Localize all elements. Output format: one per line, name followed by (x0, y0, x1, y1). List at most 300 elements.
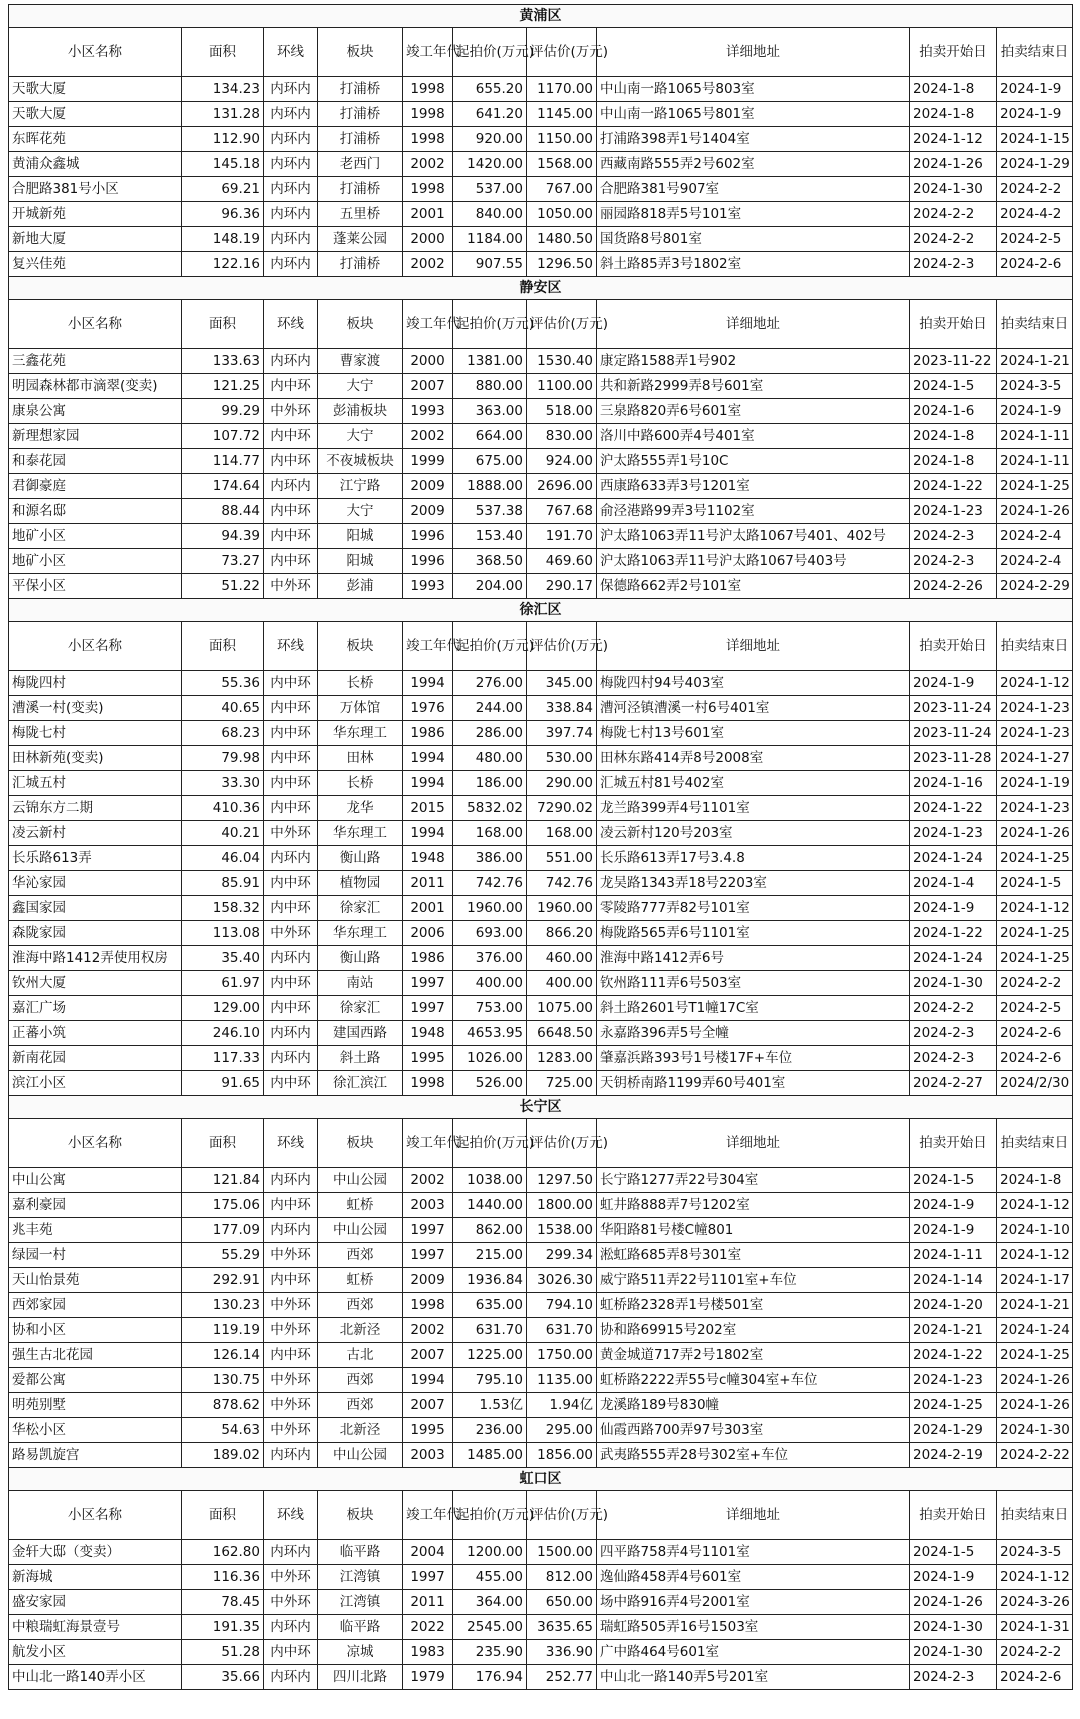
cell-year: 1996 (403, 524, 453, 549)
cell-address: 瑞虹路505弄16号1503室 (597, 1615, 910, 1640)
cell-plate: 五里桥 (318, 202, 403, 227)
cell-start-price: 907.55 (453, 252, 527, 277)
cell-start-date: 2024-1-26 (910, 152, 997, 177)
cell-area: 878.62 (182, 1393, 264, 1418)
cell-address: 四平路758弄4号1101室 (597, 1540, 910, 1565)
cell-end-date: 2024-2-6 (997, 252, 1073, 277)
cell-ring: 内环内 (264, 349, 318, 374)
cell-end-date: 2024-1-23 (997, 721, 1073, 746)
cell-address: 虹桥路2328弄1号楼501室 (597, 1293, 910, 1318)
cell-plate: 西郊 (318, 1393, 403, 1418)
cell-start-date: 2024-1-23 (910, 1368, 997, 1393)
cell-ring: 中外环 (264, 1368, 318, 1393)
cell-year: 2015 (403, 796, 453, 821)
header-eval-price: 评估价(万元) (527, 300, 597, 349)
cell-address: 零陵路777弄82号101室 (597, 896, 910, 921)
cell-address: 俞泾港路99弄3号1102室 (597, 499, 910, 524)
table-row (9, 1590, 1073, 1615)
district-title-row (9, 5, 1073, 28)
cell-end-date: 2024-1-25 (997, 921, 1073, 946)
cell-start-date: 2024-1-24 (910, 846, 997, 871)
cell-end-date: 2024-1-26 (997, 1368, 1073, 1393)
header-name: 小区名称 (9, 300, 182, 349)
header-address: 详细地址 (597, 28, 910, 77)
table-row (9, 1193, 1073, 1218)
cell-plate: 中山公园 (318, 1168, 403, 1193)
cell-address: 肇嘉浜路393号1号楼17F+车位 (597, 1046, 910, 1071)
cell-community-name: 协和小区 (9, 1318, 182, 1343)
cell-eval-price: 1150.00 (527, 127, 597, 152)
cell-plate: 建国西路 (318, 1021, 403, 1046)
cell-area: 78.45 (182, 1590, 264, 1615)
header-start-date: 拍卖开始日 (910, 622, 997, 671)
cell-community-name: 和泰花园 (9, 449, 182, 474)
cell-start-price: 376.00 (453, 946, 527, 971)
cell-community-name: 中山公寓 (9, 1168, 182, 1193)
cell-ring: 内环内 (264, 846, 318, 871)
district-title: 静安区 (9, 277, 1073, 300)
cell-area: 88.44 (182, 499, 264, 524)
cell-address: 斜土路2601号T1幢17C室 (597, 996, 910, 1021)
cell-start-date: 2024-2-3 (910, 1021, 997, 1046)
cell-area: 114.77 (182, 449, 264, 474)
cell-address: 华阳路81号楼C幢801 (597, 1218, 910, 1243)
table-row (9, 771, 1073, 796)
cell-start-price: 168.00 (453, 821, 527, 846)
cell-year: 1994 (403, 771, 453, 796)
column-header-row (9, 1119, 1073, 1168)
cell-plate: 田林 (318, 746, 403, 771)
cell-area: 162.80 (182, 1540, 264, 1565)
cell-eval-price: 530.00 (527, 746, 597, 771)
table-row (9, 1393, 1073, 1418)
cell-plate: 长桥 (318, 771, 403, 796)
cell-address: 长宁路1277弄22号304室 (597, 1168, 910, 1193)
district-title: 徐汇区 (9, 599, 1073, 622)
cell-community-name: 嘉汇广场 (9, 996, 182, 1021)
cell-plate: 虹桥 (318, 1193, 403, 1218)
header-plate: 板块 (318, 622, 403, 671)
cell-plate: 斜土路 (318, 1046, 403, 1071)
cell-area: 99.29 (182, 399, 264, 424)
cell-end-date: 2024-2-2 (997, 177, 1073, 202)
column-header-row (9, 28, 1073, 77)
table-row (9, 1168, 1073, 1193)
cell-eval-price: 924.00 (527, 449, 597, 474)
cell-start-price: 2545.00 (453, 1615, 527, 1640)
table-row (9, 946, 1073, 971)
district-title: 黄浦区 (9, 5, 1073, 28)
cell-start-date: 2024-1-30 (910, 1615, 997, 1640)
cell-eval-price: 725.00 (527, 1071, 597, 1096)
cell-plate: 衡山路 (318, 846, 403, 871)
cell-area: 79.98 (182, 746, 264, 771)
cell-start-date: 2024-1-22 (910, 474, 997, 499)
cell-year: 2022 (403, 1615, 453, 1640)
cell-year: 1979 (403, 1665, 453, 1690)
cell-start-date: 2024-1-6 (910, 399, 997, 424)
header-end-date: 拍卖结束日 (997, 1491, 1073, 1540)
table-row (9, 821, 1073, 846)
cell-start-date: 2024-2-2 (910, 996, 997, 1021)
cell-address: 中山南一路1065号801室 (597, 102, 910, 127)
cell-area: 133.63 (182, 349, 264, 374)
cell-plate: 阳城 (318, 549, 403, 574)
cell-eval-price: 1856.00 (527, 1443, 597, 1468)
cell-end-date: 2024-1-23 (997, 696, 1073, 721)
cell-year: 1993 (403, 574, 453, 599)
cell-start-price: 537.38 (453, 499, 527, 524)
cell-community-name: 地矿小区 (9, 524, 182, 549)
cell-start-price: 455.00 (453, 1565, 527, 1590)
cell-eval-price: 1135.00 (527, 1368, 597, 1393)
cell-area: 55.36 (182, 671, 264, 696)
cell-eval-price: 518.00 (527, 399, 597, 424)
table-row (9, 499, 1073, 524)
cell-year: 1998 (403, 1071, 453, 1096)
cell-start-price: 693.00 (453, 921, 527, 946)
cell-year: 1986 (403, 721, 453, 746)
table-row (9, 671, 1073, 696)
cell-address: 长乐路613弄17号3.4.8 (597, 846, 910, 871)
cell-eval-price: 1538.00 (527, 1218, 597, 1243)
column-header-row (9, 300, 1073, 349)
header-start-date: 拍卖开始日 (910, 28, 997, 77)
cell-plate: 打浦桥 (318, 252, 403, 277)
cell-start-price: 1200.00 (453, 1540, 527, 1565)
cell-year: 1997 (403, 971, 453, 996)
table-row (9, 399, 1073, 424)
cell-plate: 大宁 (318, 424, 403, 449)
cell-year: 2009 (403, 1268, 453, 1293)
table-row (9, 746, 1073, 771)
cell-year: 1998 (403, 177, 453, 202)
cell-start-price: 631.70 (453, 1318, 527, 1343)
cell-start-price: 364.00 (453, 1590, 527, 1615)
cell-ring: 内中环 (264, 1193, 318, 1218)
cell-start-price: 840.00 (453, 202, 527, 227)
cell-year: 2002 (403, 1318, 453, 1343)
table-row (9, 1243, 1073, 1268)
cell-plate: 植物园 (318, 871, 403, 896)
cell-start-date: 2024-1-12 (910, 127, 997, 152)
cell-address: 虹桥路2222弄55号c幢304室+车位 (597, 1368, 910, 1393)
cell-address: 斜土路85弄3号1802室 (597, 252, 910, 277)
cell-community-name: 新理想家园 (9, 424, 182, 449)
cell-start-date: 2024-2-2 (910, 227, 997, 252)
cell-ring: 内环内 (264, 1218, 318, 1243)
table-row (9, 921, 1073, 946)
cell-start-date: 2024-1-9 (910, 1193, 997, 1218)
cell-plate: 打浦桥 (318, 102, 403, 127)
cell-end-date: 2024-1-12 (997, 1243, 1073, 1268)
cell-start-date: 2024-2-3 (910, 524, 997, 549)
cell-eval-price: 3026.30 (527, 1268, 597, 1293)
district-title-row (9, 599, 1073, 622)
cell-address: 淮海中路1412弄6号 (597, 946, 910, 971)
cell-address: 保德路662弄2号101室 (597, 574, 910, 599)
cell-area: 35.40 (182, 946, 264, 971)
cell-end-date: 2024-1-23 (997, 796, 1073, 821)
cell-address: 西藏南路555弄2号602室 (597, 152, 910, 177)
header-year: 竣工年代 (403, 1491, 453, 1540)
cell-plate: 江湾镇 (318, 1565, 403, 1590)
cell-community-name: 开城新苑 (9, 202, 182, 227)
cell-year: 1998 (403, 77, 453, 102)
table-row (9, 1540, 1073, 1565)
table-row (9, 474, 1073, 499)
table-row (9, 152, 1073, 177)
cell-area: 246.10 (182, 1021, 264, 1046)
cell-eval-price: 397.74 (527, 721, 597, 746)
cell-end-date: 2024-1-24 (997, 1318, 1073, 1343)
cell-eval-price: 1283.00 (527, 1046, 597, 1071)
cell-ring: 内中环 (264, 971, 318, 996)
cell-start-price: 276.00 (453, 671, 527, 696)
cell-year: 1994 (403, 1368, 453, 1393)
cell-end-date: 2024-1-21 (997, 349, 1073, 374)
cell-eval-price: 290.17 (527, 574, 597, 599)
cell-start-date: 2023-11-24 (910, 721, 997, 746)
cell-ring: 内中环 (264, 696, 318, 721)
cell-address: 国货路8号801室 (597, 227, 910, 252)
cell-eval-price: 812.00 (527, 1565, 597, 1590)
cell-plate: 蓬莱公园 (318, 227, 403, 252)
header-start-price: 起拍价(万元) (453, 1119, 527, 1168)
cell-end-date: 2024-2-4 (997, 524, 1073, 549)
table-row (9, 449, 1073, 474)
cell-start-price: 742.76 (453, 871, 527, 896)
cell-ring: 内中环 (264, 524, 318, 549)
cell-community-name: 天山怡景苑 (9, 1268, 182, 1293)
cell-year: 2001 (403, 202, 453, 227)
header-eval-price: 评估价(万元) (527, 1491, 597, 1540)
table-row (9, 1293, 1073, 1318)
cell-area: 46.04 (182, 846, 264, 871)
header-eval-price: 评估价(万元) (527, 622, 597, 671)
cell-eval-price: 1480.50 (527, 227, 597, 252)
cell-plate: 中山公园 (318, 1218, 403, 1243)
cell-ring: 内环内 (264, 1168, 318, 1193)
cell-area: 116.36 (182, 1565, 264, 1590)
table-row (9, 227, 1073, 252)
cell-start-date: 2024-1-29 (910, 1418, 997, 1443)
cell-area: 119.19 (182, 1318, 264, 1343)
header-address: 详细地址 (597, 300, 910, 349)
header-name: 小区名称 (9, 1491, 182, 1540)
cell-ring: 内环内 (264, 202, 318, 227)
cell-start-price: 204.00 (453, 574, 527, 599)
cell-start-date: 2024-2-3 (910, 1046, 997, 1071)
cell-year: 2000 (403, 349, 453, 374)
cell-start-price: 1.53亿 (453, 1393, 527, 1418)
cell-start-price: 675.00 (453, 449, 527, 474)
cell-address: 黄金城道717弄2号1802室 (597, 1343, 910, 1368)
cell-year: 1998 (403, 1293, 453, 1318)
cell-start-date: 2024-1-9 (910, 1565, 997, 1590)
cell-ring: 内环内 (264, 77, 318, 102)
cell-community-name: 航发小区 (9, 1640, 182, 1665)
cell-end-date: 2024-2-5 (997, 227, 1073, 252)
cell-start-price: 368.50 (453, 549, 527, 574)
cell-address: 打浦路398弄1号1404室 (597, 127, 910, 152)
header-start-date: 拍卖开始日 (910, 300, 997, 349)
cell-address: 共和新路2999弄8号601室 (597, 374, 910, 399)
cell-area: 175.06 (182, 1193, 264, 1218)
cell-eval-price: 830.00 (527, 424, 597, 449)
cell-eval-price: 767.00 (527, 177, 597, 202)
cell-area: 33.30 (182, 771, 264, 796)
cell-address: 淞虹路685弄8号301室 (597, 1243, 910, 1268)
cell-end-date: 2024-1-26 (997, 499, 1073, 524)
cell-area: 122.16 (182, 252, 264, 277)
cell-plate: 北新泾 (318, 1418, 403, 1443)
cell-area: 131.28 (182, 102, 264, 127)
cell-area: 73.27 (182, 549, 264, 574)
column-header-row (9, 1491, 1073, 1540)
cell-community-name: 云锦东方二期 (9, 796, 182, 821)
cell-community-name: 华沁家园 (9, 871, 182, 896)
cell-address: 洛川中路600弄4号401室 (597, 424, 910, 449)
cell-ring: 内中环 (264, 1268, 318, 1293)
cell-ring: 中外环 (264, 1590, 318, 1615)
cell-year: 2007 (403, 1343, 453, 1368)
cell-year: 1997 (403, 996, 453, 1021)
cell-community-name: 复兴佳苑 (9, 252, 182, 277)
header-end-date: 拍卖结束日 (997, 300, 1073, 349)
cell-address: 永嘉路396弄5号全幢 (597, 1021, 910, 1046)
header-year: 竣工年代 (403, 622, 453, 671)
cell-community-name: 淮海中路1412弄使用权房 (9, 946, 182, 971)
cell-year: 1994 (403, 671, 453, 696)
table-row (9, 1343, 1073, 1368)
cell-ring: 内中环 (264, 746, 318, 771)
cell-address: 天钥桥南路1199弄60号401室 (597, 1071, 910, 1096)
cell-end-date: 2024-1-26 (997, 821, 1073, 846)
cell-eval-price: 1530.40 (527, 349, 597, 374)
cell-community-name: 长乐路613弄 (9, 846, 182, 871)
cell-eval-price: 1170.00 (527, 77, 597, 102)
cell-area: 117.33 (182, 1046, 264, 1071)
cell-start-price: 400.00 (453, 971, 527, 996)
cell-start-price: 635.00 (453, 1293, 527, 1318)
table-row (9, 796, 1073, 821)
cell-start-price: 153.40 (453, 524, 527, 549)
table-row (9, 252, 1073, 277)
cell-community-name: 凌云新村 (9, 821, 182, 846)
cell-year: 2009 (403, 474, 453, 499)
cell-area: 94.39 (182, 524, 264, 549)
cell-plate: 华东理工 (318, 721, 403, 746)
cell-ring: 内环内 (264, 127, 318, 152)
cell-plate: 江湾镇 (318, 1590, 403, 1615)
table-row (9, 524, 1073, 549)
cell-year: 1998 (403, 127, 453, 152)
cell-year: 2003 (403, 1193, 453, 1218)
cell-plate: 临平路 (318, 1540, 403, 1565)
cell-start-date: 2024-2-3 (910, 1665, 997, 1690)
cell-year: 1997 (403, 1243, 453, 1268)
cell-end-date: 2024-1-29 (997, 152, 1073, 177)
cell-year: 2009 (403, 499, 453, 524)
cell-eval-price: 866.20 (527, 921, 597, 946)
cell-plate: 大宁 (318, 374, 403, 399)
cell-start-date: 2024-1-30 (910, 177, 997, 202)
cell-eval-price: 338.84 (527, 696, 597, 721)
cell-ring: 内中环 (264, 671, 318, 696)
cell-address: 凌云新村120号203室 (597, 821, 910, 846)
cell-ring: 中外环 (264, 1318, 318, 1343)
cell-end-date: 2024-1-19 (997, 771, 1073, 796)
cell-ring: 中外环 (264, 1565, 318, 1590)
header-ring: 环线 (264, 1119, 318, 1168)
table-row (9, 374, 1073, 399)
cell-community-name: 兆丰苑 (9, 1218, 182, 1243)
cell-plate: 临平路 (318, 1615, 403, 1640)
cell-year: 2002 (403, 1168, 453, 1193)
cell-plate: 华东理工 (318, 921, 403, 946)
cell-community-name: 新地大厦 (9, 227, 182, 252)
cell-plate: 徐家汇 (318, 896, 403, 921)
cell-community-name: 金轩大邸（变卖） (9, 1540, 182, 1565)
cell-area: 68.23 (182, 721, 264, 746)
header-area: 面积 (182, 1119, 264, 1168)
cell-address: 广中路464号601室 (597, 1640, 910, 1665)
header-plate: 板块 (318, 1119, 403, 1168)
cell-eval-price: 1145.00 (527, 102, 597, 127)
cell-area: 145.18 (182, 152, 264, 177)
cell-area: 61.97 (182, 971, 264, 996)
table-row (9, 349, 1073, 374)
cell-eval-price: 650.00 (527, 1590, 597, 1615)
cell-eval-price: 1297.50 (527, 1168, 597, 1193)
cell-ring: 内中环 (264, 1071, 318, 1096)
cell-ring: 中外环 (264, 574, 318, 599)
cell-start-date: 2024-1-9 (910, 896, 997, 921)
cell-area: 55.29 (182, 1243, 264, 1268)
table-row (9, 696, 1073, 721)
cell-eval-price: 631.70 (527, 1318, 597, 1343)
cell-address: 沪太路1063弄11号沪太路1067号401、402号 (597, 524, 910, 549)
cell-address: 梅陇七村13号601室 (597, 721, 910, 746)
cell-area: 40.21 (182, 821, 264, 846)
cell-start-price: 1420.00 (453, 152, 527, 177)
cell-end-date: 2024-1-10 (997, 1218, 1073, 1243)
cell-year: 2011 (403, 871, 453, 896)
cell-end-date: 2024-2-29 (997, 574, 1073, 599)
cell-community-name: 滨江小区 (9, 1071, 182, 1096)
cell-start-date: 2024-1-11 (910, 1243, 997, 1268)
cell-start-price: 537.00 (453, 177, 527, 202)
cell-ring: 内中环 (264, 499, 318, 524)
cell-address: 梅陇路565弄6号1101室 (597, 921, 910, 946)
cell-end-date: 2024-2-6 (997, 1046, 1073, 1071)
cell-start-price: 641.20 (453, 102, 527, 127)
cell-end-date: 2024/2/30 (997, 1071, 1073, 1096)
cell-eval-price: 1.94亿 (527, 1393, 597, 1418)
table-row (9, 971, 1073, 996)
cell-plate: 老西门 (318, 152, 403, 177)
table-row (9, 127, 1073, 152)
cell-community-name: 新南花园 (9, 1046, 182, 1071)
cell-eval-price: 290.00 (527, 771, 597, 796)
cell-start-date: 2023-11-22 (910, 349, 997, 374)
cell-year: 2007 (403, 374, 453, 399)
cell-start-price: 526.00 (453, 1071, 527, 1096)
table-row (9, 1443, 1073, 1468)
cell-plate: 古北 (318, 1343, 403, 1368)
cell-start-date: 2024-1-25 (910, 1393, 997, 1418)
